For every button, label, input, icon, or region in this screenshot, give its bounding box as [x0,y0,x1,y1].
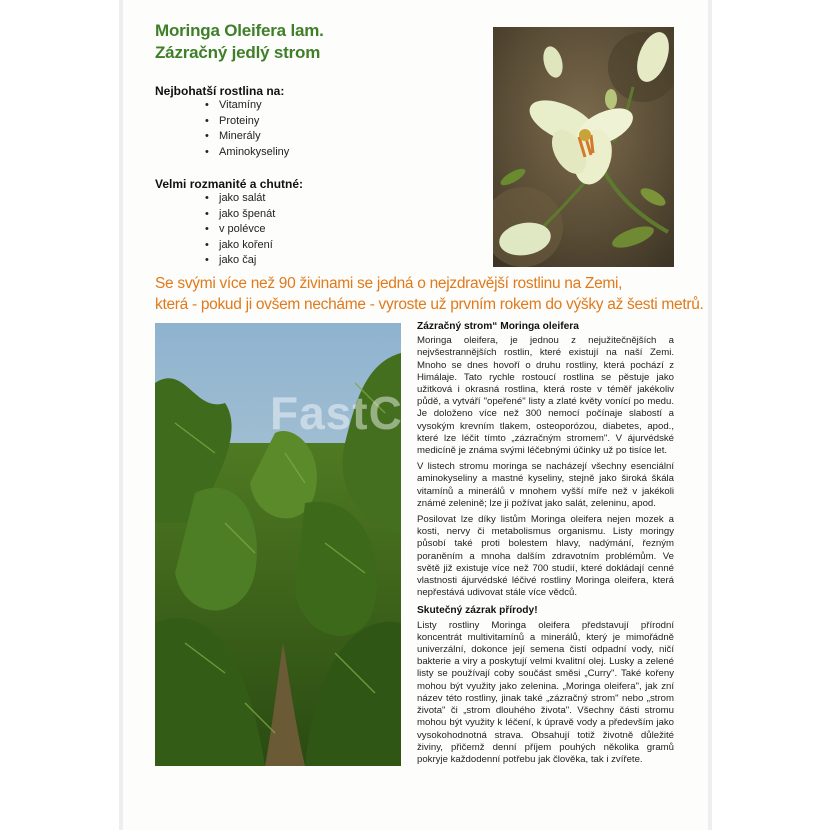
list-item: • Minerály [205,129,289,145]
article-paragraph: Posilovat lze díky listům Moringa oleifera nejen mozek a kosti, nervy či metabolismus organismu. Listy moringy působí také proti bolestem hlavy, nadýmání, řezným poraněním a mnoha dalším zdravotním problémům. Ve světě již existuje více než 700 studií, které dokládají cenné vlastnosti ájurvédské léčivé rostliny Moringa oleifera, která nepřestává udivovat stále více vědců. [417,514,674,599]
list-item: • v polévce [205,222,275,238]
list-item: • Vitamíny [205,98,289,114]
section-heading-tasty: Velmi rozmanité a chutné: [155,177,304,191]
article-heading-2: Skutečný zázrak přírody! [417,605,538,617]
list-item: • Aminokyseliny [205,145,289,161]
article-heading-1: Zázračný strom“ Moringa oleifera [417,321,579,332]
article-paragraph: Moringa oleifera, je jednou z nejužitečnějších a nejvšestrannějších rostlin, které existují na naší Zemi. Mnoho se dnes hovoří o druhu rostliny, která pochází z Himálaje. Tato rychle rostoucí rostlina se pěstuje jako užitková i okrasná rostlina, která roste v téměř jakékoliv půdě, a vytváří "opeřené" listy a zlaté květy vonící po medu. Je doloženo více než 300 nemocí počínaje slabostí a vysokým krevním tlakem, osteoporózou, diabetes, apod., které lze léčit tímto „zázračným stromem". V ájurvédské medicíně je známa svými léčebnými účinky už po tisíce let. [417,335,674,457]
list-item: • jako čaj [205,253,275,269]
article-column [417,321,674,770]
list-item: • jako salát [205,191,275,207]
title-line-2: Zázračný jedlý strom [155,43,321,62]
tagline [155,273,704,315]
article-paragraph: Listy rostliny Moringa oleifera představují přírodní koncentrát multivitamínů a minerálů, který je mimořádně univerzální, dokonce její semena čistí odpadní vody, ničí bakterie a viry a poskytují velmi kvalitní olej. Lusky a zelené listy se používají coby součást směsi „Curry". Také kořeny mohou být využity jako zelenina. „Moringa oleifera", jak zní název této rostliny, jinak také „zázračný strom" nebo „strom života" či „strom dlouhého života". Všechny části stromu mohou být využity k léčení, k úpravě vody a především jako vysokohodnotná strava. Obsahují totiž životně důležité živiny, přičemž denní příjem pouhých několika gramů pokryje každodenní potřebu jak člověka, tak i zvířete. [417,619,674,765]
uses-list [205,191,275,269]
nutrients-list [205,98,289,160]
moringa-flower-photo [493,27,674,267]
list-item: • jako koření [205,238,275,254]
list-item: • jako špenát [205,207,275,223]
tagline-line-1: Se svými více než 90 živinami se jedná o nejzdravější rostlinu na Zemi, [155,275,623,292]
list-item: • Proteiny [205,114,289,130]
page-edge-right [708,0,712,830]
section-heading-richest: Nejbohatší rostlina na: [155,84,285,98]
page-title [155,20,324,64]
article-paragraph: V listech stromu moringa se nacházejí všechny esenciální aminokyseliny a mastné kyseliny, stejně jako široká škála vitamínů a minerálů v mnohem vyšší míře než v jakékoli známé zelenině; lze ji požívat jako salát, zeleninu, apod. [417,461,674,509]
title-line-1: Moringa Oleifera lam. [155,21,324,40]
watermark: FastC [270,387,403,439]
tagline-line-2: která - pokud ji ovšem necháme - vyroste už prvním rokem do výšky až šesti metrů. [155,296,704,313]
